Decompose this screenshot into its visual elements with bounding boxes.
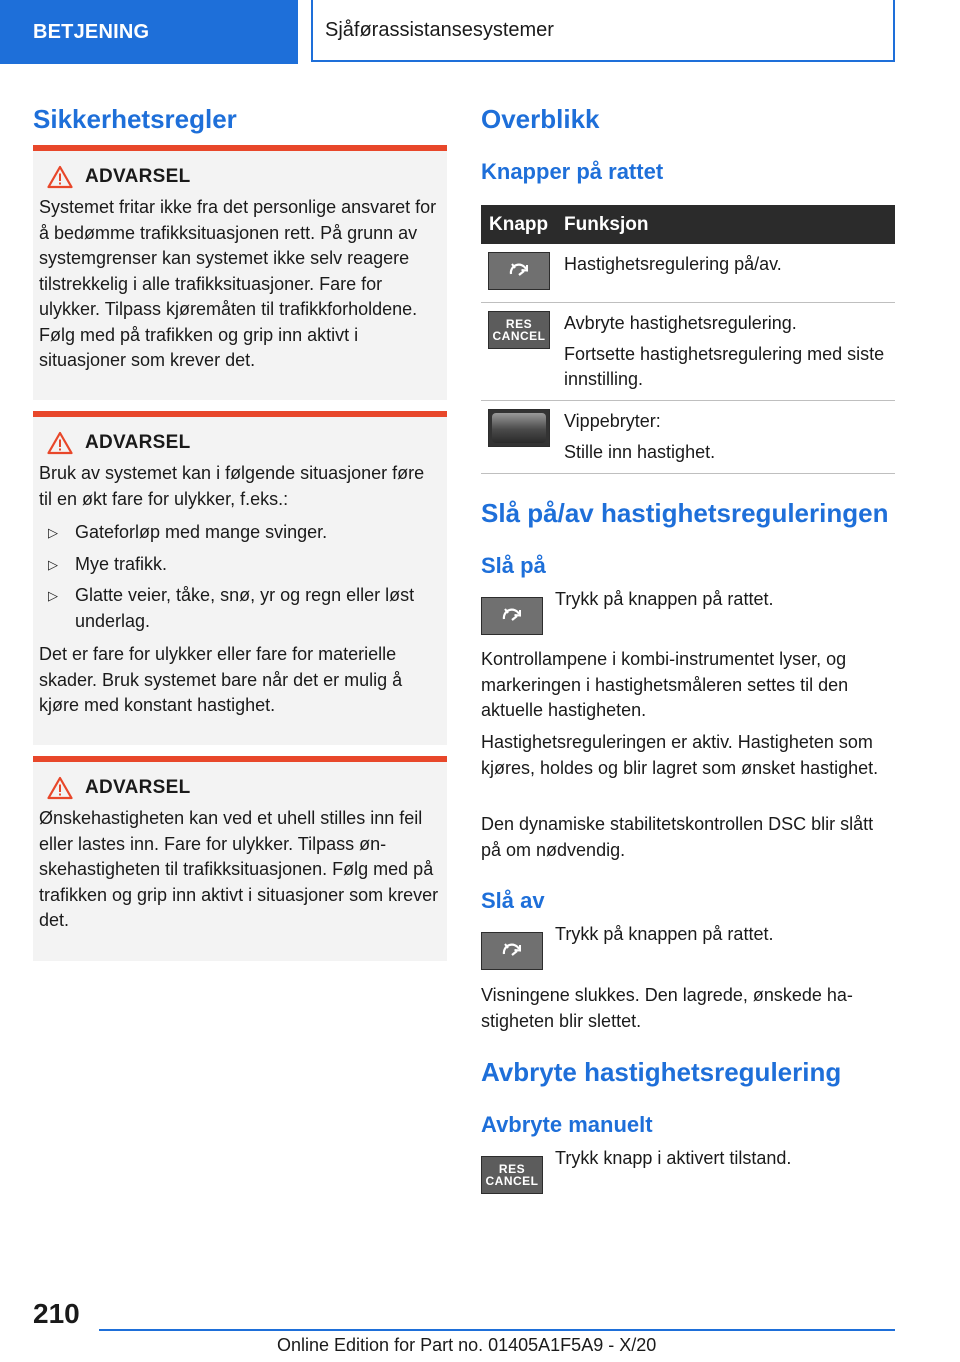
switch-on-heading: Slå på	[481, 553, 546, 578]
overview-heading: Overblikk	[481, 104, 600, 134]
warning-text: Ønskehastigheten kan ved et uhell stilles inn feil eller lastes inn. Fare for ulykker. Tilpass ønskehastigheten til trafikksituasjonen. Følg med på trafikken og grip inn aktivt i situasjoner som krever det.	[39, 808, 439, 930]
paragraph: Den dynamiske stabilitetskontrollen DSC blir slått på om nødvendig.	[481, 814, 874, 860]
bullet-triangle-icon: ▷	[48, 556, 58, 572]
function-text: Avbryte hastighetsregulering.	[564, 312, 797, 333]
warning-icon	[47, 776, 73, 800]
warning-label: ADVARSEL	[85, 777, 191, 798]
buttons-subheading: Knapper på rattet	[481, 159, 664, 184]
switch-off-heading: Slå av	[481, 888, 545, 913]
table-row	[481, 244, 895, 302]
warning-label: ADVARSEL	[85, 166, 191, 187]
column-header-function: Funksjon	[556, 205, 895, 244]
res-cancel-icon: RES CANCEL	[481, 1156, 543, 1194]
warning-intro: Bruk av systemet kan i følgende situasjoner føre til en økt fare for ulykker, f.eks.:	[39, 463, 425, 509]
warning-box-2	[33, 411, 447, 745]
cruise-control-icon	[481, 932, 543, 970]
warning-outro: Det er fare for ulykker eller fare for materielle skader. Bruk systemet bare når det er mulig å kjøre med konstant hastighet.	[39, 644, 403, 715]
page-number: 210	[33, 1298, 80, 1329]
list-item: ▷ Gateforløp med mange svinger.	[39, 520, 440, 546]
function-text: Stille inn hastighet.	[564, 441, 716, 462]
table-row	[481, 400, 895, 473]
chapter-label: Sjåførassistansesystemer	[325, 18, 554, 41]
list-item: ▷ Glatte veier, tåke, snø, yr og regn eller løst underlag.	[39, 583, 440, 634]
table-row	[481, 302, 895, 400]
safety-heading: Sikkerhetsregler	[33, 104, 237, 134]
warning-box-3	[33, 756, 447, 961]
rocker-switch-icon	[488, 409, 550, 447]
switch-on-instruction: Trykk på knappen på rattet.	[481, 597, 773, 635]
bullet-triangle-icon: ▷	[48, 525, 58, 540]
res-cancel-icon: RES CANCEL	[488, 311, 550, 349]
warning-label: ADVARSEL	[85, 432, 191, 453]
column-header-button: Knapp	[481, 205, 556, 244]
cancel-section-heading: Avbryte hastighetsregulering	[481, 1057, 842, 1087]
footer-divider	[99, 1329, 895, 1331]
warning-icon	[47, 165, 73, 189]
warning-icon	[47, 431, 73, 455]
bullet-triangle-icon: ▷	[48, 588, 58, 603]
paragraph: Kontrollampene i kombi-instrumentet lyser, og markeringen i hastighetsmåleren settes til den aktuelle hastigheten.	[481, 649, 849, 720]
warning-box-1	[33, 145, 447, 400]
function-text: Fortsette hastighetsregulering med siste innstilling.	[564, 343, 885, 389]
cruise-control-icon	[481, 597, 543, 635]
warning-text: Systemet fritar ikke fra det personlige ansvaret for å bedømme trafikksituasjonen rett. På grunn av systemgrenser kan systemet ikke selv reagere tilstrekkelig i alle trafikksituasjoner. Fare for ulykker. Tilpass kjøremåten til trafikkforholdene. Følg med på trafikken og grip inn aktivt i situasjoner som krever det.	[39, 197, 437, 370]
warning-list	[39, 520, 440, 634]
edition-label: Online Edition for Part no. 01405A1F5A9 - X/20	[277, 1335, 657, 1355]
buttons-table	[481, 205, 895, 474]
section-tab	[0, 0, 298, 64]
function-text: Hastighetsregulering på/av.	[564, 254, 782, 274]
paragraph: Visningene slukkes. Den lagrede, ønskede hastigheten blir slettet.	[481, 985, 853, 1031]
cancel-instruction: RES CANCEL Trykk knapp i aktivert tilstand.	[481, 1156, 791, 1194]
list-item: ▷ Mye trafikk.	[39, 552, 440, 578]
switch-off-instruction: Trykk på knappen på rattet.	[481, 932, 773, 970]
chapter-tab	[311, 0, 895, 62]
cruise-control-icon	[488, 252, 550, 290]
paragraph: Hastighetsreguleringen er aktiv. Hastigheten som kjøres, holdes og blir lagret som ønsket hastighet.	[481, 732, 879, 778]
section-on-off-heading: Slå på/av hastighetsreguleringen	[481, 498, 889, 528]
table-header-row	[481, 205, 895, 244]
function-text: Vippebryter:	[564, 410, 661, 431]
cancel-manual-heading: Avbryte manuelt	[481, 1112, 653, 1137]
section-label: BETJENING	[33, 20, 150, 43]
